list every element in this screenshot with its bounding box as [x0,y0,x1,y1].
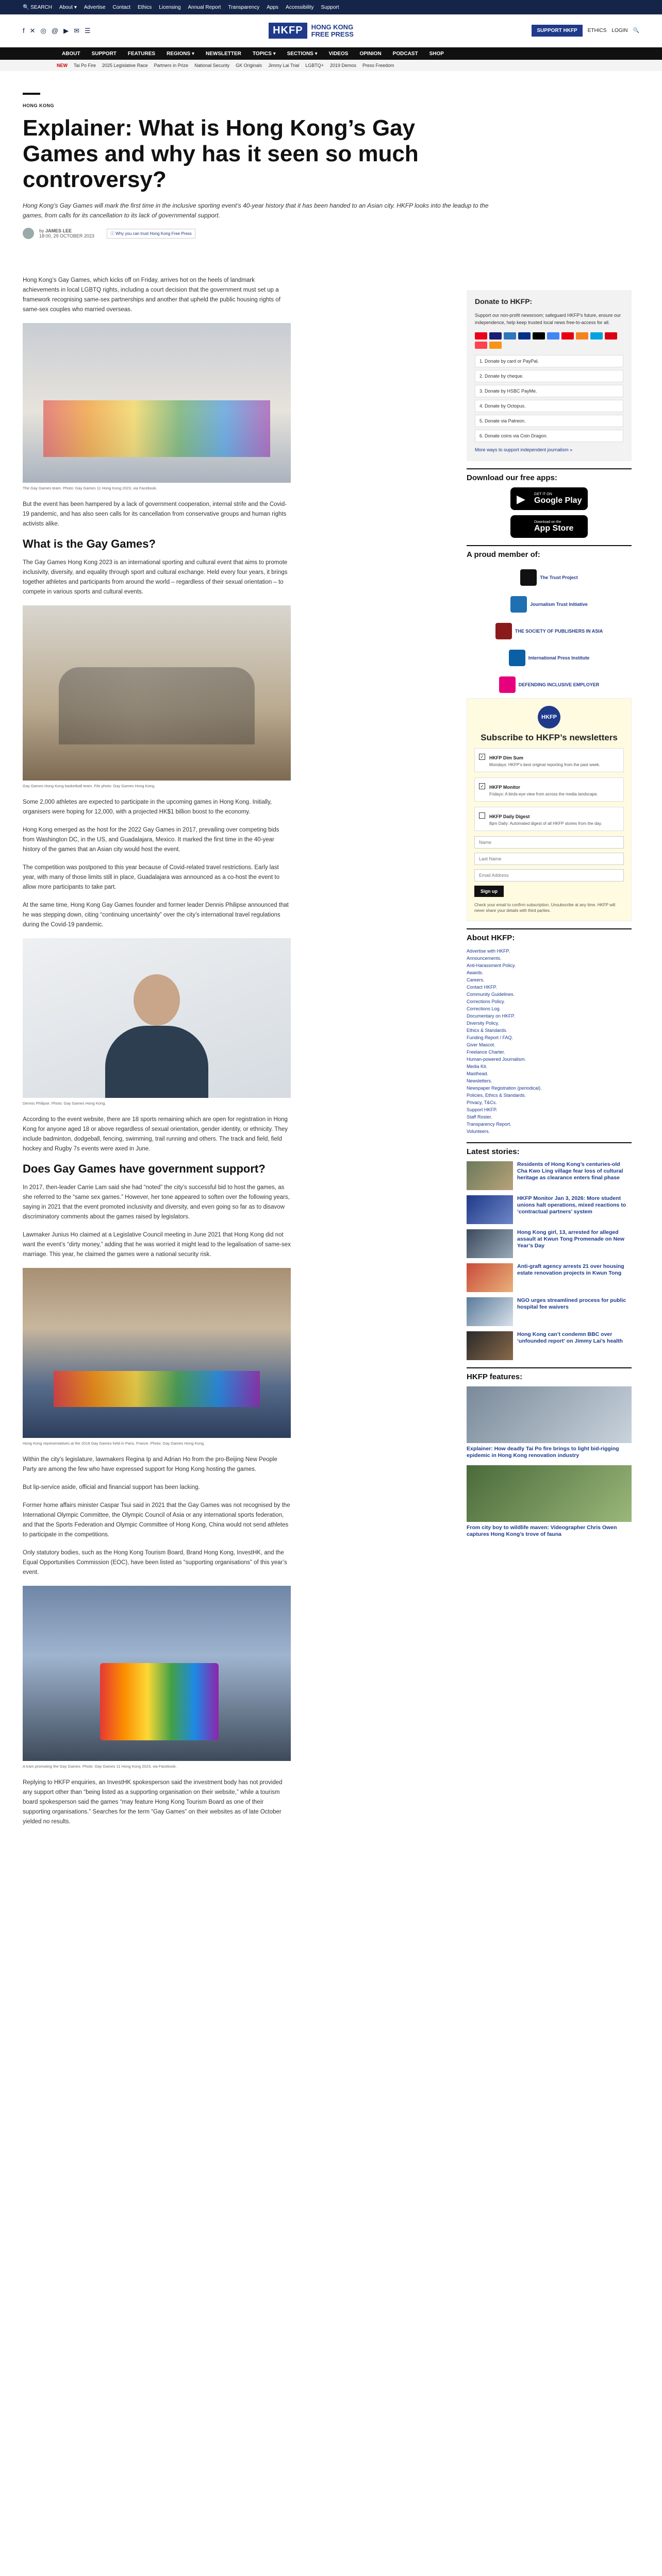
newsletter-name: HKFP Monitor [489,785,520,790]
newsletter-option[interactable] [474,807,624,831]
paragraph: The competition was postponed to this year because of Covid-related travel restrictions. Early last year, with many of those limits still in place, Guadalajara was announced as a co-host the event to allow more participants to take part. [23,865,279,890]
paragraph: The Gay Games Hong Kong 2023 is an international sporting and cultural event that aims to promote inclusivity, diversity, and equality through sport and cultural exchange. Held every four years, it brings together athletes and participants from around the world – regardless of their sexual orientation – to compete in various sports and cultural events. [23,560,288,595]
newsletter-checkbox[interactable]: ✓ [479,754,485,760]
mastercard-icon [475,332,487,340]
story-title[interactable]: Residents of Hong Kong’s centuries-old Cha Kwo Ling village fear loss of cultural heritage as clearance enters final phase [517,1161,623,1181]
social-links [23,27,91,35]
member-title: A proud member of: [467,545,632,559]
email-field[interactable]: Email Address [474,869,624,882]
about-link[interactable]: Announcements. [467,956,502,961]
member-name: DEFENDING INCLUSIVE EMPLOYER [518,682,600,687]
octopus-icon [576,332,588,340]
nav-item[interactable]: TOPICS ▾ [252,50,276,57]
sidebar [467,290,632,1544]
trending-items [74,63,394,68]
trending-link[interactable]: Partners in Prize [154,63,189,68]
section-heading: Does Gay Games have government support? [23,1162,266,1175]
latest-story[interactable] [467,1263,632,1292]
byline [23,228,639,239]
trust-badge[interactable]: ⓘ Why you can trust Hong Kong Free Press [107,229,195,239]
newsletter-options [474,748,624,831]
google-play-badge[interactable] [510,487,588,510]
donate-option[interactable]: 5. Donate via Patreon. [475,415,623,427]
paragraph: Lawmaker Junius Ho claimed at a Legislative Council meeting in June 2021 that Hong Kong did not want the event’s “dirty money,” adding that he was worried it might lead to the legalisation of same-sex marriage. This year, he claimed the games were a national security risk. [23,1232,291,1258]
apple-pay-icon [533,332,545,340]
latest-story[interactable] [467,1229,632,1258]
gplay-small: GET IT ON [534,492,552,496]
nav-item[interactable]: VIDEOS [328,50,349,57]
about-link[interactable]: Corrections Policy. [467,999,505,1004]
google-pay-icon [547,332,559,340]
site-logo[interactable] [269,23,354,39]
member-logo-icon [509,650,525,666]
paragraph: Former home affairs minister Caspar Tsui said in 2021 that the Gay Games was not recognised by the International Olympic Committee, the Olympic Council of Asia or any international sports federation, and that the Sports Federation and Olympic Committee of Hong Kong, China would not send athletes to participate in the competitions. [23,1502,290,1538]
header-rule [23,93,40,95]
feature-thumbnail[interactable] [467,1465,632,1522]
newsletter-checkbox[interactable]: ✓ [479,783,485,789]
trending-link[interactable]: GK Originals [236,63,262,68]
basketball-team-photo [23,605,291,781]
logo-text-line-1: HONG KONG [311,23,354,31]
feature-title[interactable]: Explainer: How deadly Tai Po fire brings to light bid-rigging epidemic in Hong Kong renovation industry [467,1446,619,1459]
utility-link[interactable]: About ▾ [59,4,77,10]
newsletter-name: HKFP Daily Digest [489,814,530,819]
story-thumbnail[interactable] [467,1195,513,1224]
story-thumbnail[interactable] [467,1297,513,1326]
member-logo-icon [510,596,527,613]
fps-icon [590,332,603,340]
utility-link[interactable]: Support [321,4,339,10]
ethics-link[interactable]: ETHICS [587,28,607,33]
about-link[interactable]: Corrections Log. [467,1006,501,1011]
about-link[interactable]: Newspaper Registration (periodical). [467,1086,542,1091]
donate-title: Donate to HKFP: [475,297,533,306]
newsletter-checkbox[interactable] [479,812,485,819]
trust-label: Why you can trust Hong Kong Free Press [115,231,192,236]
main-navigation [0,47,662,60]
trending-link[interactable]: 2019 Demos [329,63,356,68]
by-label: by [39,228,44,233]
newsletter-text [489,753,600,768]
utility-link[interactable]: Apps [267,4,279,10]
image-caption: Dennis Philipse. Photo: Gay Games Hong Kong. [23,1101,106,1106]
email-icon[interactable]: ✉ [74,26,79,35]
author-name[interactable]: JAMES LEE [45,228,72,233]
donate-text[interactable]: Support our non-profit newsroom; safeguard HKFP’s future, ensure our independence, help keep trusted local news free-to-access for all. [475,313,621,325]
donate-option[interactable]: 6. Donate coins via Coin Dragon. [475,430,623,442]
newsletter-title: Subscribe to HKFP’s newsletters [481,733,618,742]
nav-item[interactable]: OPINION [359,50,382,57]
trending-link[interactable]: National Security [194,63,230,68]
app-store-badge[interactable] [510,515,588,538]
utility-links [59,5,339,10]
newsletter-text [489,811,602,826]
latest-story[interactable] [467,1161,632,1190]
utility-link[interactable]: Transparency [228,4,260,10]
member-name: Journalism Trust Initiative [530,602,588,607]
about-link[interactable]: Funding Report / FAQ. [467,1035,514,1040]
search-icon[interactable]: 🔍 [633,28,639,33]
nav-item[interactable]: NEWSLETTER [205,50,241,57]
nav-item[interactable]: REGIONS ▾ [167,50,194,57]
member-logos [467,564,632,698]
paragraph: Within the city’s legislature, lawmakers Regina Ip and Adrian Ho from the pro-Beijing New People Party are among the few who have expressed support for Hong Kong hosting the games. [23,1456,277,1472]
about-link[interactable]: Awards. [467,970,484,975]
about-link[interactable]: Diversity Policy. [467,1021,499,1026]
masthead-actions [532,25,639,37]
story-title[interactable]: Hong Kong girl, 13, arrested for alleged assault at Kwun Tong Promenade on New Year’s Day [517,1229,625,1249]
member-name: International Press Institute [528,655,590,660]
member-logo[interactable] [467,618,632,645]
nav-item[interactable]: SUPPORT [91,50,117,57]
trending-bar [0,60,662,71]
member-logo-icon [495,623,512,639]
gay-games-tram-photo [23,1586,291,1761]
donate-option[interactable]: 4. Donate by Octopus. [475,400,623,412]
paragraph: But the event has been hampered by a lack of government cooperation, internal strife and the Covid-19 pandemic, and has also seen calls for its cancellation from conservative groups and human rights activists alike. [23,501,287,527]
name-field[interactable]: Name [474,836,624,849]
story-title[interactable]: Anti-graft agency arrests 21 over housing estate renovation projects in Kwun Tong [517,1263,624,1276]
about-link[interactable]: Contact HKFP. [467,985,497,990]
donate-option[interactable]: 1. Donate by card or PayPal. [475,355,623,367]
paragraph: But lip-service aside, official and financial support has been lacking. [23,1484,200,1490]
utility-link[interactable]: Annual Report [188,4,221,10]
image-caption: The Gay Games team. Photo: Gay Games 11 Hong Kong 2023, via Facebook. [23,486,157,490]
utility-link[interactable]: Accessibility [286,4,314,10]
logo-text [311,24,354,38]
patreon-icon [475,342,487,349]
story-title[interactable]: HKFP Monitor Jan 3, 2026: More student unions halt operations, mixed reactions to ‘contractual partners’ system [517,1195,626,1215]
newsletter-desc: 8pm Daily: Automated digest of all HKFP stories from the day. [489,821,602,826]
about-link[interactable]: Newsletters. [467,1078,492,1083]
about-link[interactable]: Masthead. [467,1071,489,1076]
member-logo-icon [499,676,516,693]
top-utility-bar [0,0,662,14]
astore-big: App Store [534,523,574,533]
gay-games-team-photo [23,323,291,483]
about-link[interactable]: Staff Roster. [467,1114,492,1120]
paragraph: Hong Kong emerged as the host for the 2022 Gay Games in 2017, prevailing over competing bids from Washington DC, in the US, and Guadalajara, Mexico. It marked the first time in the 40-year history of the games that an Asian city would host the event. [23,827,279,853]
signup-button[interactable]: Sign up [474,886,504,897]
trending-label: NEW [57,63,68,68]
paragraph: Hong Kong’s Gay Games, which kicks off on Friday, arrives hot on the heels of landmark achievements in local LGBTQ rights, including a court decision that the government must set up a framework recognising same-sex partnerships and another that upheld the public housing rights of same-sex couples who married overseas. [23,277,280,313]
unionpay-icon [561,332,574,340]
logo-mark: HKFP [269,23,307,39]
latest-story[interactable] [467,1297,632,1326]
section-heading: What is the Gay Games? [23,537,156,550]
story-title[interactable]: Hong Kong can’t condemn BBC over ‘unfounded report’ on Jimmy Lai’s health [517,1331,623,1344]
member-logo[interactable] [467,564,632,591]
member-logo[interactable] [467,671,632,698]
rss-icon[interactable]: ☰ [84,26,91,35]
about-link[interactable]: Documentary on HKFP. [467,1013,515,1019]
gplay-big: Google Play [534,496,582,505]
donate-option[interactable]: 2. Donate by cheque. [475,370,623,382]
trending-link[interactable]: 2025 Legislative Race [102,63,148,68]
story-thumbnail[interactable] [467,1331,513,1360]
about-link[interactable]: Advertise with HKFP. [467,948,510,954]
paragraph: At the same time, Hong Kong Gay Games founder and former leader Dennis Philipse announced that he was stepping down, citing “continuing uncertainty” over the city’s international travel regulations during the Covid-19 pandemic. [23,902,289,928]
facebook-icon[interactable]: f [23,26,25,35]
nav-item[interactable]: FEATURES [127,50,156,57]
article-header [23,93,639,239]
article-title: Explainer: What is Hong Kong’s Gay Games and why has it seen so much controversy? [23,115,419,192]
about-link[interactable]: Privacy, T&Cs. [467,1100,497,1105]
donate-box [467,290,632,461]
about-link[interactable]: Community Guidelines. [467,992,515,997]
newsletter-desc: Mondays: HKFP’s best original reporting from the past week. [489,762,601,767]
amex-icon [504,332,516,340]
newsletter-logo: HKFP [538,706,560,728]
utility-link[interactable]: Ethics [138,4,152,10]
x-icon[interactable]: ✕ [29,26,36,35]
feature-title[interactable]: From city boy to wildlife maven: Videographer Chris Owen captures Hong Kong’s trove of fauna [467,1524,617,1537]
utility-link[interactable]: Advertise [84,4,106,10]
member-logo-icon [520,569,537,586]
about-link[interactable]: Support HKFP. [467,1107,498,1112]
member-logo[interactable] [467,591,632,618]
paragraph: According to the event website, there are 18 sports remaining which are open for registration in Hong Kong for anyone aged 18 or above regardless of sexual orientation, gender identity, or ethnicity. They include badminton, dodgeball, fencing, swimming, trail running and others. The track and field, field hockey and Rugby 7s events were axed in June. [23,1116,288,1152]
story-thumbnail[interactable] [467,1229,513,1258]
about-title: About HKFP: [467,928,632,942]
feature-stories [467,1386,632,1538]
paragraph: Some 2,000 athletes are expected to participate in the upcoming games in Hong Kong. Initially, organisers were hoping for 12,000, with a projected HK$1 billion boost to the economy. [23,799,272,815]
threads-icon[interactable]: @ [51,26,59,35]
support-hkfp-button[interactable]: SUPPORT HKFP [532,25,582,37]
image-caption: Hong Kong representatives at the 2018 Gay Games held in Paris, France. Photo: Gay Games Hong Kong. [23,1441,205,1446]
member-logo[interactable] [467,645,632,671]
apps-title: Download our free apps: [467,468,632,482]
newsletter-box [467,698,632,921]
image-caption: Gay Games Hong Kong basketball team. File photo: Gay Games Hong Kong. [23,784,156,788]
paris-2018-team-photo [23,1268,291,1438]
coin-icon [489,342,502,349]
trending-link[interactable]: Jimmy Lai Trial [268,63,300,68]
paypal-icon [518,332,531,340]
more-ways-link[interactable]: More ways to support independent journalism » [475,447,573,452]
story-thumbnail[interactable] [467,1263,513,1292]
member-name: THE SOCIETY OF PUBLISHERS IN ASIA [515,629,603,634]
nav-item[interactable]: SECTIONS ▾ [287,50,318,57]
newsletter-text [489,782,598,797]
trending-link[interactable]: Press Freedom [362,63,394,68]
member-name: The Trust Project [540,575,578,580]
about-link[interactable]: Giver Mascot. [467,1042,495,1047]
about-link[interactable]: Ethics & Standards. [467,1028,508,1033]
payme-icon [605,332,617,340]
trending-link[interactable]: LGBTQ+ [305,63,324,68]
about-links [467,947,632,1135]
about-link[interactable]: Policies, Ethics & Standards. [467,1093,526,1098]
utility-link[interactable]: Contact [112,4,131,10]
search-label: SEARCH [30,4,52,10]
feature-story[interactable] [467,1386,632,1459]
donate-option[interactable]: 3. Donate by HSBC PayMe. [475,385,623,397]
latest-story[interactable] [467,1331,632,1360]
about-link[interactable]: Anti-Harassment Policy. [467,963,516,968]
paragraph: Replying to HKFP enquiries, an InvestHK spokesperson said the investment body has not provided any support other than “being listed as a supporting organisation on their website,” while a tourism board spokesperson said the games “may feature Hong Kong Tourism Board as one of their supporting organisations.” Searches for the term “Gay Games” on their websites as of late October yielded no results. [23,1780,283,1825]
article-category[interactable]: HONG KONG [23,103,55,108]
story-title[interactable]: NGO urges streamlined process for public hospital fee waivers [517,1297,626,1310]
google-play-icon: ▶ [517,493,525,505]
newsletter-option[interactable] [474,748,624,772]
nav-item[interactable]: ABOUT [62,50,80,57]
donate-options [475,355,623,442]
youtube-icon[interactable]: ▶ [63,26,69,35]
nav-item[interactable]: PODCAST [392,50,418,57]
author-avatar [23,228,34,239]
feature-story[interactable] [467,1465,632,1538]
story-thumbnail[interactable] [467,1161,513,1190]
utility-link[interactable]: Licensing [159,4,181,10]
about-link[interactable]: Transparency Report. [467,1122,511,1127]
search-link[interactable]: 🔍 SEARCH [23,4,52,10]
about-link[interactable]: Human-powered Journalism. [467,1057,526,1062]
newsletter-desc: Fridays: A birds-eye view from across the media landscape. [489,792,598,796]
newsletter-option[interactable] [474,777,624,802]
features-title: HKFP features: [467,1367,632,1381]
image-caption: A tram promoting the Gay Games. Photo: Gay Games 11 Hong Kong 2023, via Facebook. [23,1764,177,1769]
latest-title: Latest stories: [467,1142,632,1156]
feature-thumbnail[interactable] [467,1386,632,1443]
payment-logos [475,332,623,349]
about-link[interactable]: Volunteers. [467,1129,490,1134]
article-lede: Hong Kong’s Gay Games will mark the first time in the inclusive sporting event’s 40-year history that it has been handed to an Asian city. HKFP looks into the leadup to the games, from calls for its cancellation to its lack of governmental support. [23,202,489,219]
newsletter-name: HKFP Dim Sum [489,755,523,760]
latest-stories [467,1161,632,1360]
masthead [0,14,662,47]
paragraph: Only statutory bodies, such as the Hong Kong Tourism Board, Brand Hong Kong, InvestHK, and the Equal Opportunities Commission (EOC), have been listed as “supporting organisations” of this year’s event. [23,1550,287,1575]
astore-small: Download on the [534,520,561,524]
last-name-field[interactable]: Last Name [474,853,624,865]
dennis-philipse-photo [23,938,291,1098]
nav-item[interactable]: SHOP [429,50,444,57]
about-link[interactable]: Careers. [467,977,485,982]
newsletter-fineprint: Check your email to confirm subscription. Unsubscribe at any time. HKFP will never share your details with third parties. [474,903,616,913]
login-link[interactable]: LOGIN [611,28,628,33]
article-body [23,276,291,1835]
visa-icon [489,332,502,340]
about-link[interactable]: Freelance Charter. [467,1049,505,1055]
instagram-icon[interactable]: ◎ [40,26,46,35]
trending-link[interactable]: Tai Po Fire [74,63,96,68]
publish-date: 18:00, 29 OCTOBER 2023 [39,233,94,239]
latest-story[interactable] [467,1195,632,1224]
about-link[interactable]: Media Kit. [467,1064,488,1069]
paragraph: In 2017, then-leader Carrie Lam said she had “noted” the city’s successful bid to host the games, as she referred to the “same sex games.” However, her tone appeared to soften over the following years, saying in 2021 that the event promoted inclusivity and diversity, and even going so far as to disavow discriminatory comments about the games raised by legislators. [23,1184,290,1220]
logo-text-line-2: FREE PRESS [311,30,354,38]
